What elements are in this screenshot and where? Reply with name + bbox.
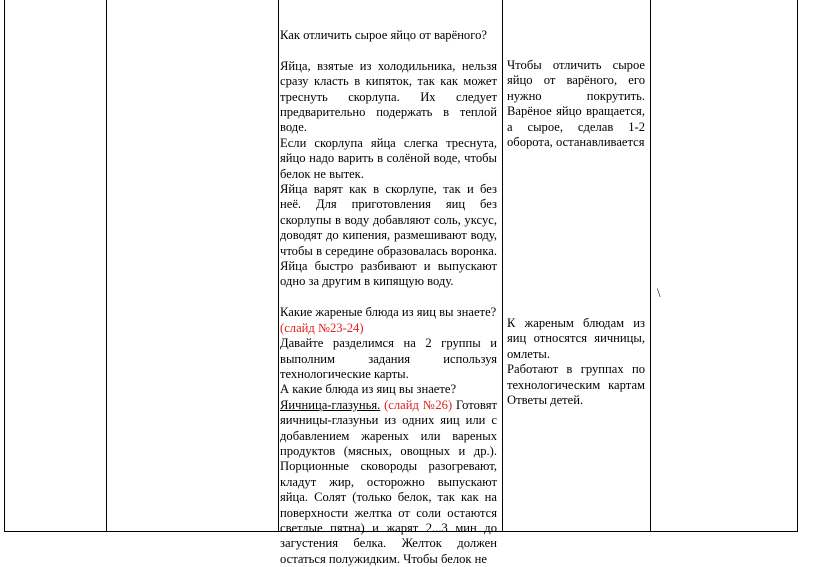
student-answers-cell xyxy=(507,58,645,150)
answer-raw-vs-boiled: Чтобы отличить сырое яйцо от варёного, его нужно покрутить. Варёное яйцо вращается, а сырое, сделав 1-2 оборота, останавливается xyxy=(507,58,645,150)
paragraph-fried-egg xyxy=(280,398,497,567)
fried-egg-description: Готовят яичницы-глазуньи из одних яиц или с добавлением жареных или вареных продуктов (мясных, овощных и др.). Порционные сковороды разогревают, кладут жир, осторожно выпускают яйца. Солят (только белок, так как на поверхности желтка от соли остаются светлые пятна) и жарят 2...3 мин до загустения белка. Желток должен остаться полужидким. Чтобы белок не xyxy=(280,397,497,566)
lesson-content-cell xyxy=(280,28,497,567)
question-fried-text: Какие жареные блюда из яиц вы знаете? xyxy=(280,305,497,320)
paragraph-cracked-shell: Если скорлупа яйца слегка треснута, яйцо надо варить в солёной воде, чтобы белок не вытек. xyxy=(280,135,497,181)
question-raw-vs-boiled: Как отличить сырое яйцо от варёного? xyxy=(280,28,487,42)
table-border-left xyxy=(4,0,5,532)
question-egg-dishes: А какие блюда из яиц вы знаете? xyxy=(280,382,457,397)
table-border-right xyxy=(797,0,798,532)
column-divider-4 xyxy=(650,0,651,532)
student-answers-cell-2 xyxy=(507,316,645,408)
answer-group-work: Работают в группах по технологическим картам Ответы детей. xyxy=(507,362,645,408)
term-fried-egg: Яичница-глазунья. xyxy=(280,397,381,412)
paragraph-boiling-methods: Яйца варят как в скорлупе, так и без неё. Для приготовления яиц без скорлупы в воду добавляют соль, уксус, доводят до кипения, размешивают воду, чтобы в середине образовалась воронка. Яйца быстро разбивают и выпускают одно за другим в кипящую воду. xyxy=(280,182,497,289)
backslash-mark: \ xyxy=(657,286,661,300)
question-fried-dishes xyxy=(280,305,497,336)
slide-ref-23-24: (слайд №23-24) xyxy=(280,320,364,335)
column-divider-2 xyxy=(278,0,279,532)
column-divider-3 xyxy=(502,0,503,532)
paragraph-fridge-eggs: Яйца, взятые из холодильника, нельзя сразу класть в кипяток, так как может треснуть скорлупа. Их следует предварительно подержать в теплой воде. xyxy=(280,58,497,135)
answer-fried-dishes: К жареным блюдам из яиц относятся яичницы, омлеты. xyxy=(507,316,645,361)
slide-ref-26: (слайд №26) xyxy=(384,397,453,412)
paragraph-groups: Давайте разделимся на 2 группы и выполним задания используя технологические карты. xyxy=(280,336,497,381)
column-divider-1 xyxy=(106,0,107,532)
